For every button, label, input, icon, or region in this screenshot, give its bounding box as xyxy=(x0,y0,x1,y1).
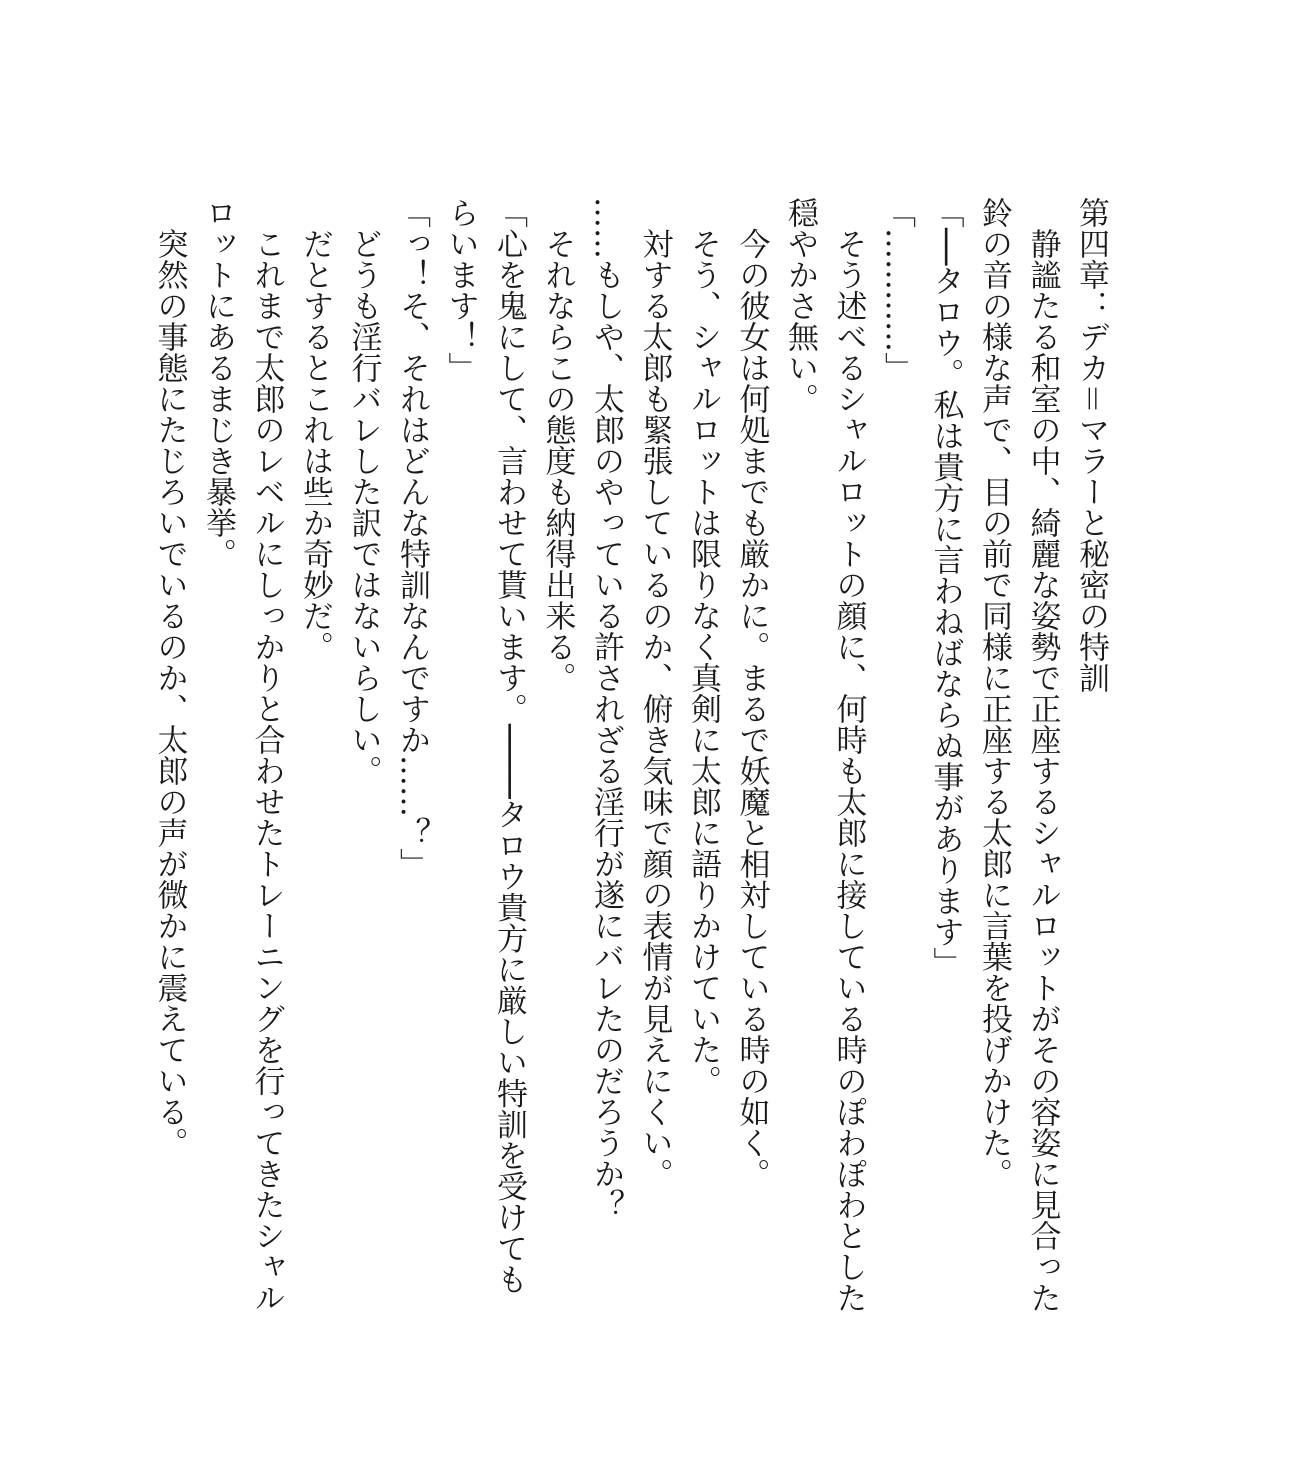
text-line: ……もしや、太郎のやっている許されざる淫行が遂にバレたのだろうか？ xyxy=(588,197,624,1220)
text-line: 「…………」 xyxy=(879,197,915,383)
text-line: それならこの態度も納得出来る。 xyxy=(539,197,576,693)
chapter-title: 第四章：デカ＝マラーと秘密の特訓 xyxy=(1073,197,1109,693)
text-line: 突然の事態にたじろいでいるのか、太郎の声が微かに震えている。 xyxy=(151,197,188,1158)
text-line: 「心を鬼にして、言わせて貰います。────タロウ貴方に厳しい特訓を受けてもらいます！」 xyxy=(442,197,527,1295)
text-line: 「っ！そ、それはどんな特訓なんですか……？」 xyxy=(394,197,430,879)
text-line: どうも淫行バレした訳ではないらしい。 xyxy=(345,197,382,786)
text-line: そう述べるシャルロットの顔に、何時も太郎に接している時のぽわぽわとした穏やかさ無い。 xyxy=(782,197,867,1313)
text-line: だとするとこれは些か奇妙だ。 xyxy=(297,197,333,662)
text-line: 対する太郎も緊張しているのか、俯き気味で顔の表情が見えにくい。 xyxy=(636,197,673,1189)
vertical-text-body xyxy=(145,197,1115,1317)
text-line: 静謐たる和室の中、綺麗な姿勢で正座するシャルロットがその容姿に見合った鈴の音の様な声で、目の前で同様に正座する太郎に言葉を投げかけた。 xyxy=(976,197,1061,1313)
text-line: これまで太郎のレベルにしっかりと合わせたトレーニングを行ってきたシャルロットにあるまじき暴挙。 xyxy=(200,197,285,1313)
text-line: そう、シャルロットは限りなく真剣に太郎に語りかけていた。 xyxy=(685,197,721,1096)
text-line: 今の彼女は何処までも厳かに。まるで妖魔と相対している時の如く。 xyxy=(733,197,770,1189)
text-line: 「──タロウ。私は貴方に言わねばならぬ事があります」 xyxy=(927,197,964,979)
